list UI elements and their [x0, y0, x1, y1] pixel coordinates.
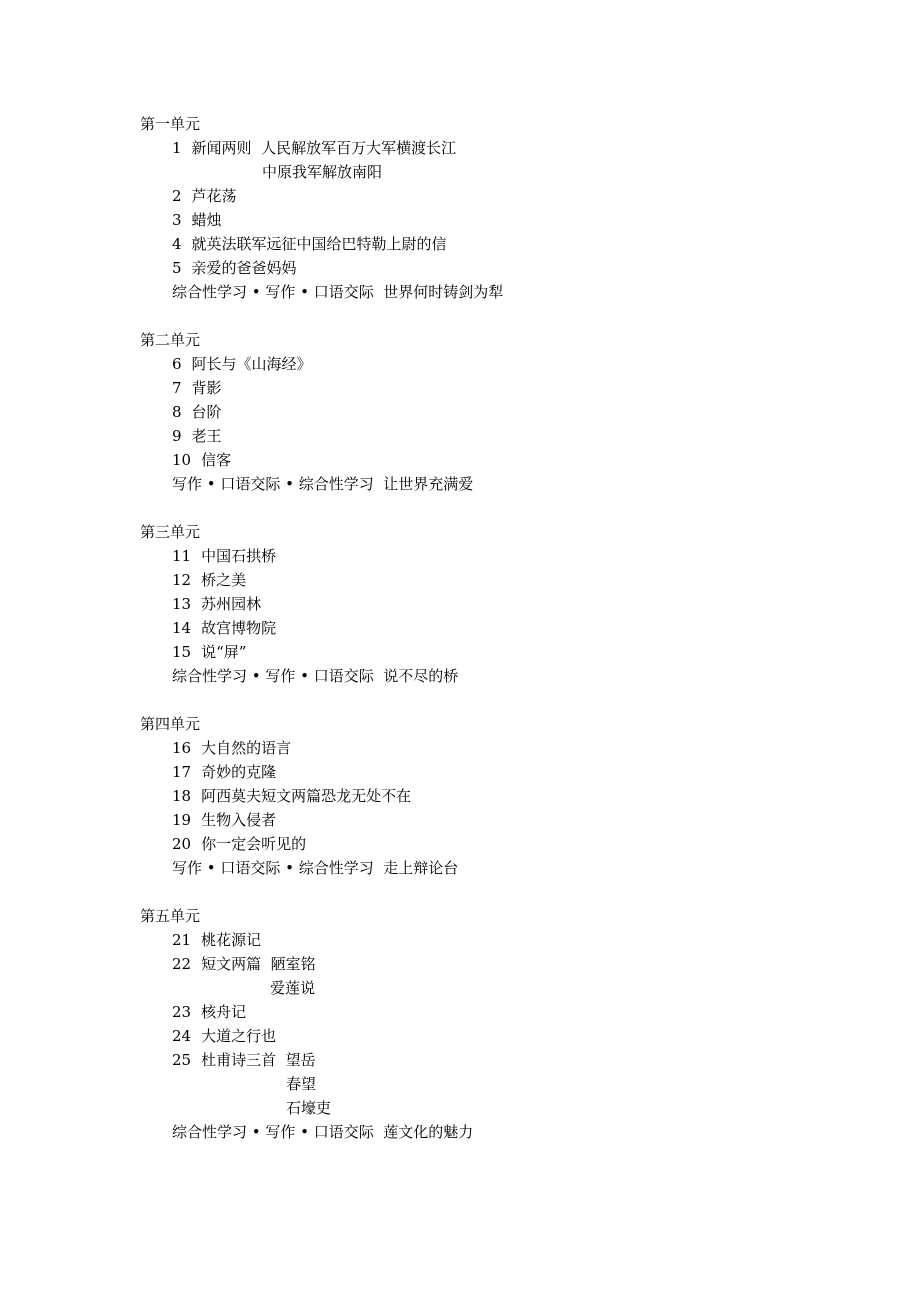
lesson-item: [0, 544, 920, 568]
lesson-item: [0, 1024, 920, 1048]
lesson-title: 奇妙的克隆: [201, 763, 277, 781]
lesson-item: [0, 784, 920, 808]
lesson-title: 背影: [191, 379, 222, 397]
lesson-title: 杜甫诗三首 望岳: [201, 1051, 316, 1069]
lesson-item: [0, 808, 920, 832]
lesson-title: 芦花荡: [191, 187, 237, 205]
lesson-title: 短文两篇 陋室铭: [201, 955, 316, 973]
lesson-number: 6: [172, 355, 182, 373]
lesson-item: [0, 256, 920, 280]
lesson-number: 19: [172, 811, 192, 829]
lesson-item: [0, 928, 920, 952]
unit-title: 第二单元: [140, 331, 201, 349]
lesson-title: 说“屏”: [201, 643, 247, 661]
lesson-item: [0, 1000, 920, 1024]
lesson-title: 你一定会听见的: [201, 835, 307, 853]
lesson-item: [0, 232, 920, 256]
lesson-title: 苏州园林: [201, 595, 262, 613]
lesson-title: 信客: [201, 451, 232, 469]
lesson-item: [0, 760, 920, 784]
lesson-item: [0, 184, 920, 208]
lesson-item: [0, 640, 920, 664]
unit-section: [0, 328, 920, 496]
lesson-title: 生物入侵者: [201, 811, 277, 829]
lesson-number: 15: [172, 643, 192, 661]
lesson-number: 10: [172, 451, 192, 469]
lesson-number: 18: [172, 787, 192, 805]
lesson-number: 17: [172, 763, 192, 781]
lesson-number: 16: [172, 739, 192, 757]
lesson-title: 大道之行也: [201, 1027, 277, 1045]
table-of-contents: [0, 112, 920, 1168]
unit-title: 第四单元: [140, 715, 201, 733]
lesson-number: 12: [172, 571, 192, 589]
lesson-number: 20: [172, 835, 192, 853]
lesson-title: 桃花源记: [201, 931, 262, 949]
lesson-title: 故宫博物院: [201, 619, 277, 637]
lesson-number: 7: [172, 379, 182, 397]
lesson-number: 24: [172, 1027, 192, 1045]
unit-section: [0, 520, 920, 688]
lesson-number: 3: [172, 211, 182, 229]
lesson-title: 阿长与《山海经》: [191, 355, 312, 373]
unit-section: [0, 712, 920, 880]
lesson-number: 21: [172, 931, 192, 949]
lesson-item: [0, 616, 920, 640]
lesson-title: 大自然的语言: [201, 739, 292, 757]
lesson-item: [0, 400, 920, 424]
lesson-title: 亲爱的爸爸妈妈: [191, 259, 297, 277]
unit-activity: 综合性学习 • 写作 • 口语交际 说不尽的桥: [172, 667, 459, 685]
unit-activity: 写作 • 口语交际 • 综合性学习 让世界充满爱: [172, 475, 474, 493]
unit-activity: 综合性学习 • 写作 • 口语交际 莲文化的魅力: [172, 1123, 474, 1141]
lesson-item: [0, 352, 920, 376]
lesson-number: 13: [172, 595, 192, 613]
lesson-item: [0, 952, 920, 976]
unit-title: 第三单元: [140, 523, 201, 541]
lesson-title: 就英法联军远征中国给巴特勒上尉的信: [191, 235, 447, 253]
lesson-item: [0, 136, 920, 160]
lesson-number: 9: [172, 427, 182, 445]
lesson-item: [0, 424, 920, 448]
lesson-number: 8: [172, 403, 182, 421]
lesson-item: [0, 208, 920, 232]
lesson-number: 14: [172, 619, 192, 637]
lesson-item: [0, 376, 920, 400]
lesson-item: [0, 592, 920, 616]
lesson-item: [0, 568, 920, 592]
lesson-number: 1: [172, 139, 182, 157]
unit-activity: 综合性学习 • 写作 • 口语交际 世界何时铸剑为犁: [172, 283, 504, 301]
lesson-number: 11: [172, 547, 192, 565]
lesson-number: 4: [172, 235, 182, 253]
unit-section: [0, 904, 920, 1144]
lesson-title: 中国石拱桥: [201, 547, 277, 565]
lesson-title: 新闻两则 人民解放军百万大军横渡长江: [191, 139, 457, 157]
lesson-number: 23: [172, 1003, 192, 1021]
lesson-number: 2: [172, 187, 182, 205]
lesson-title: 蜡烛: [191, 211, 222, 229]
unit-title: 第一单元: [140, 115, 201, 133]
unit-title: 第五单元: [140, 907, 201, 925]
unit-activity: 写作 • 口语交际 • 综合性学习 走上辩论台: [172, 859, 459, 877]
lesson-subtitle: 春望: [286, 1075, 317, 1093]
lesson-subtitle: 中原我军解放南阳: [262, 163, 383, 181]
unit-section: [0, 112, 920, 304]
lesson-subtitle: 爱莲说: [270, 979, 316, 997]
lesson-item: [0, 832, 920, 856]
lesson-item: [0, 448, 920, 472]
lesson-title: 核舟记: [201, 1003, 247, 1021]
lesson-number: 5: [172, 259, 182, 277]
lesson-number: 25: [172, 1051, 192, 1069]
lesson-number: 22: [172, 955, 192, 973]
lesson-item: [0, 736, 920, 760]
lesson-subtitle: 石壕吏: [286, 1099, 332, 1117]
lesson-item: [0, 1048, 920, 1072]
lesson-title: 台阶: [191, 403, 222, 421]
lesson-title: 老王: [191, 427, 222, 445]
lesson-title: 阿西莫夫短文两篇恐龙无处不在: [201, 787, 412, 805]
lesson-title: 桥之美: [201, 571, 247, 589]
